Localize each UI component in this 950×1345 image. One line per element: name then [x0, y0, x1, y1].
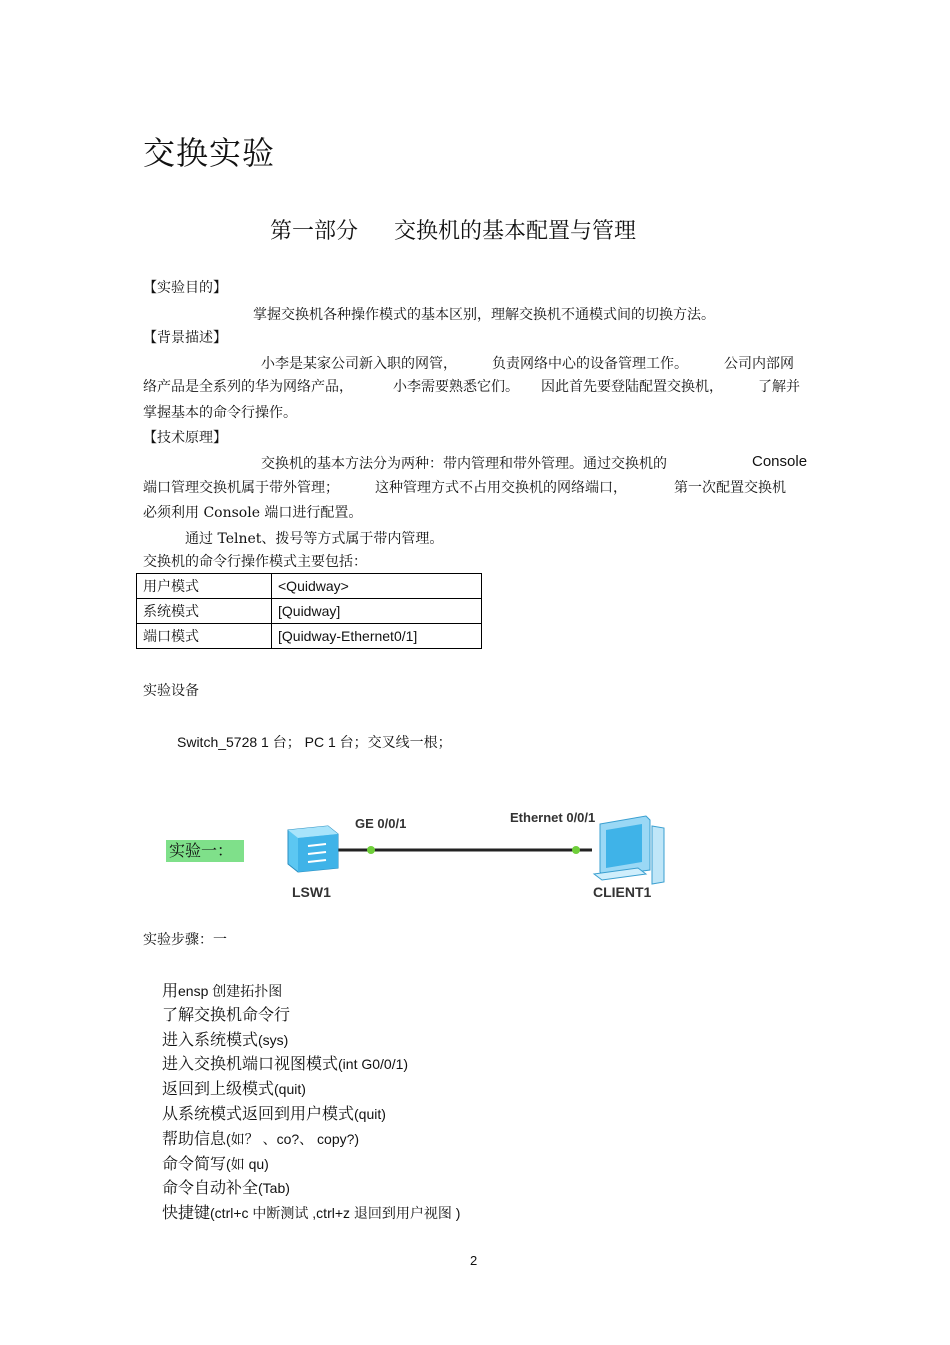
pc-icon [594, 816, 664, 884]
part-title [270, 214, 636, 245]
client-port-label: Ethernet 0/0/1 [510, 810, 596, 825]
principle-line2-c: 第一次配置交换机 [674, 480, 786, 496]
table-row [137, 574, 482, 599]
background-line2-a: 络产品是全系列的华为网络产品， [143, 379, 353, 395]
principle-heading: 【技术原理】 [143, 430, 227, 446]
principle-line4: 通过 Telnet、拨号等方式属于带内管理。 [185, 531, 444, 547]
step-item: 命令简写(如 qu) [162, 1154, 269, 1173]
switch-icon [288, 826, 338, 872]
experiment-tag: 实验一： [166, 840, 244, 862]
step-item: 用ensp 创建拓扑图 [162, 981, 283, 1000]
mode-prompt: [Quidway-Ethernet0/1] [272, 624, 482, 649]
background-line3: 掌握基本的命令行操作。 [143, 405, 297, 421]
step-item: 快捷键(ctrl+c 中断测试 ,ctrl+z 退回到用户视图 ) [162, 1203, 461, 1222]
page-number: 2 [470, 1253, 478, 1268]
purpose-text: 掌握交换机各种操作模式的基本区别，理解交换机不通模式间的切换方法。 [253, 307, 715, 323]
part-label: 第一部分 [270, 219, 359, 244]
background-heading: 【背景描述】 [143, 330, 227, 346]
steps-heading: 实验步骤：一 [143, 932, 227, 948]
purpose-heading: 【实验目的】 [143, 280, 227, 296]
mode-name: 用户模式 [137, 574, 272, 599]
step-item: 帮助信息(如？ 、co?、 copy?) [162, 1129, 360, 1148]
part-name: 交换机的基本配置与管理 [394, 219, 637, 244]
mode-name: 系统模式 [137, 599, 272, 624]
modes-table [136, 573, 482, 649]
principle-line3: 必须利用 Console 端口进行配置。 [143, 505, 363, 521]
link-dot-client [572, 846, 580, 854]
client-name-label: CLIENT1 [593, 884, 652, 900]
table-row [137, 599, 482, 624]
equipment-text: Switch_5728 1 台； PC 1 台；交叉线一根； [177, 734, 452, 750]
background-line2-b: 小李需要熟悉它们。 [393, 379, 519, 395]
link-dot-switch [367, 846, 375, 854]
step-item: 了解交换机命令行 [162, 1005, 291, 1024]
mode-prompt: <Quidway> [272, 574, 482, 599]
modes-intro: 交换机的命令行操作模式主要包括： [143, 554, 367, 570]
background-line1-b: 负责网络中心的设备管理工作。 [492, 356, 688, 372]
principle-line2-a: 端口管理交换机属于带外管理； [143, 480, 339, 496]
page-title: 交换实验 [143, 134, 276, 172]
step-item: 进入交换机端口视图模式(int G0/0/1) [162, 1054, 409, 1073]
principle-line1-b: Console [752, 453, 808, 470]
table-row [137, 624, 482, 649]
mode-name: 端口模式 [137, 624, 272, 649]
background-line2-d: 了解并 [758, 379, 800, 395]
background-line2-c: 因此首先要登陆配置交换机， [541, 379, 723, 395]
background-line1-a: 小李是某家公司新入职的网管， [261, 356, 457, 372]
background-line1-c: 公司内部网 [724, 356, 794, 372]
step-item: 从系统模式返回到用户模式(quit) [162, 1104, 386, 1123]
switch-port-label: GE 0/0/1 [355, 816, 407, 831]
step-item: 命令自动补全(Tab) [162, 1178, 290, 1197]
switch-name-label: LSW1 [292, 884, 331, 900]
mode-prompt: [Quidway] [272, 599, 482, 624]
principle-line1-a: 交换机的基本方法分为两种：带内管理和带外管理。通过交换机的 [261, 456, 667, 472]
equipment-heading: 实验设备 [143, 683, 199, 699]
step-item: 进入系统模式(sys) [162, 1030, 289, 1049]
step-item: 返回到上级模式(quit) [162, 1079, 306, 1098]
principle-line2-b: 这种管理方式不占用交换机的网络端口， [375, 480, 627, 496]
